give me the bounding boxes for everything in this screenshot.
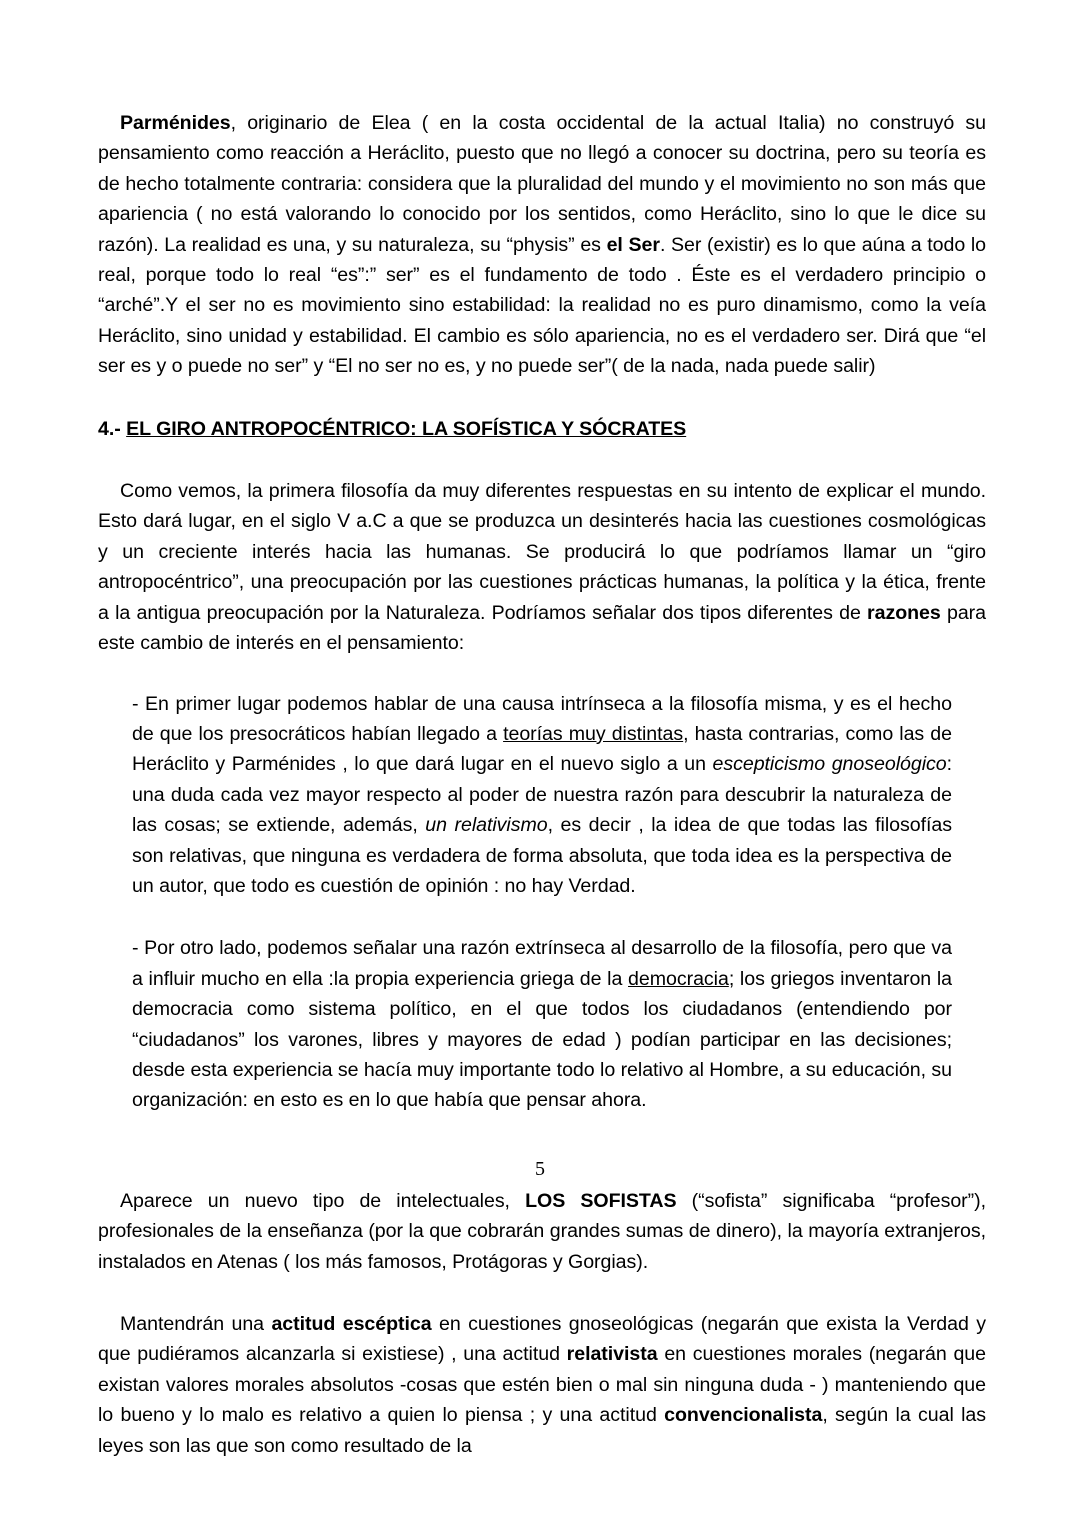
paragraph-bullet-2 (132, 933, 952, 1115)
bullet-2-underline-democracia: democracia (628, 967, 729, 990)
bullet-1-italic-relativismo: un relativismo (425, 814, 548, 837)
spacer (98, 444, 986, 476)
actitudes-part-3: en cuestiones morales (negarán que existan valores morales absolutos -cosas que estén bien o mal sin ninguna duda - ) manteniendo que lo bueno y lo malo es relativo a quien lo piensa ; y una actitud (98, 1343, 986, 1427)
document-content (98, 108, 986, 1461)
section-heading-title: EL GIRO ANTROPOCÉNTRICO: LA SOFÍSTICA Y SÓCRATES (126, 417, 687, 440)
parmenides-text-part-1: , originario de Elea ( en la costa occidental de la actual Italia) no construyó su pensamiento como reacción a Heráclito, puesto que no llegó a conocer su doctrina, pero su teoría es de hecho totalmente contraria: considera que la pluralidad del mundo y el movimiento no son más que apariencia ( no está valorando lo conocido por los sentidos, como Heráclito, sino lo que le dice su razón). La realidad es una, y su naturaleza, su “physis” es (98, 112, 986, 256)
paragraph-como-vemos (98, 476, 986, 658)
parmenides-bold-lead: Parménides (120, 112, 231, 134)
como-vemos-bold-razones: razones (867, 601, 941, 624)
spacer (98, 1277, 986, 1309)
paragraph-parmenides (98, 108, 986, 382)
bullet-block-1 (98, 689, 952, 902)
actitudes-part-4: , según la cual las leyes son las que son como resultado de la (98, 1404, 986, 1457)
bullet-2-part-1: - Por otro lado, podemos señalar una razón extrínseca al desarrollo de la filosofía, pero que va a influir mucho en ella :la propia experiencia griega de la (132, 937, 952, 990)
spacer (98, 382, 986, 414)
paragraph-sofistas (98, 1186, 986, 1277)
parmenides-bold-el-ser: el Ser (606, 233, 660, 256)
page-number: 5 (535, 1158, 545, 1180)
spacer (98, 659, 986, 689)
bullet-1-part-2: , hasta contrarias, como las de Heráclito y Parménides , lo que dará lugar en el nuevo siglo a un (132, 722, 952, 776)
sofistas-part-2: (“sofista” significaba “profesor”), profesionales de la enseñanza (por la que cobrarán grandes sumas de dinero), la mayoría extranjeros, instalados en Atenas ( los más famosos, Protágoras y Gorgias). (98, 1189, 986, 1273)
bullet-1-italic-escepticismo: escepticismo gnoseológico (712, 753, 947, 776)
sofistas-bold-los-sofistas: LOS SOFISTAS (525, 1189, 677, 1212)
bullet-1-underline-teorias: teorías muy distintas (503, 722, 684, 745)
actitudes-part-2: en cuestiones gnoseológicas (negarán que exista la Verdad y que pudiéramos alcanzarla si existiese) , una actitud (98, 1313, 987, 1366)
actitudes-bold-convencionalista: convencionalista (664, 1404, 823, 1427)
section-heading-4 (98, 414, 986, 444)
actitudes-part-1: Mantendrán una (120, 1313, 272, 1335)
bullet-1-part-4: , es decir , la idea de que todas las filosofías son relativas, que ninguna es verdadera de forma absoluta, que toda idea es la perspectiva de un autor, que todo es cuestión de opinión : no hay Verdad. (132, 814, 952, 897)
spacer (98, 901, 986, 933)
actitudes-bold-esceptica: actitud escéptica (271, 1313, 432, 1335)
bullet-block-2 (98, 933, 952, 1115)
parmenides-text-part-2: . Ser (existir) es lo que aúna a todo lo real, porque todo lo real “es”:” ser” es el fundamento de todo . Éste es el verdadero principio o “arché”.Y el ser no es movimiento sino estabilidad: la realidad no es puro dinamismo, como la veía Heráclito, sino unidad y estabilidad. El cambio es sólo apariencia, no es el verdadero ser. Dirá que “el ser es y o puede no ser” y “El no ser no es, y no puede ser”( de la nada, nada puede salir) (98, 233, 987, 378)
bullet-1-part-1: - En primer lugar podemos hablar de una causa intrínseca a la filosofía misma, y es el hecho de que los presocráticos habían llegado a (132, 692, 952, 745)
actitudes-bold-relativista: relativista (566, 1343, 658, 1366)
sofistas-part-1: Aparece un nuevo tipo de intelectuales, (120, 1189, 526, 1212)
section-heading-number: 4.- (98, 417, 127, 440)
bullet-1-part-3: : una duda cada vez mayor respecto al poder de nuestra razón para descubrir la naturaleza de las cosas; se extiende, además, (132, 753, 952, 837)
paragraph-actitudes (98, 1309, 986, 1461)
como-vemos-part-2: para este cambio de interés en el pensamiento: (98, 601, 986, 655)
como-vemos-part-1: Como vemos, la primera filosofía da muy diferentes respuestas en su intento de explicar el mundo. Esto dará lugar, en el siglo V a.C a que se produzca un desinterés hacia las cuestiones cosmológicas y un creciente interés hacia las humanas. Se producirá lo que podríamos llamar un “giro antropocéntrico”, una preocupación por las cuestiones prácticas humanas, la política y la ética, frente a la antigua preocupación por la Naturaleza. Podríamos señalar dos tipos diferentes de (98, 480, 986, 624)
bullet-2-part-2: ; los griegos inventaron la democracia como sistema político, en el que todos los ciudadanos (entendiendo por “ciudadanos” los varones, libres y mayores de edad ) podían participar en las decisiones; desde esta experiencia se hacía muy importante todo lo relativo al Hombre, a su educación, su organización: en esto es en lo que había que pensar ahora. (132, 967, 952, 1112)
paragraph-bullet-1 (132, 689, 952, 902)
